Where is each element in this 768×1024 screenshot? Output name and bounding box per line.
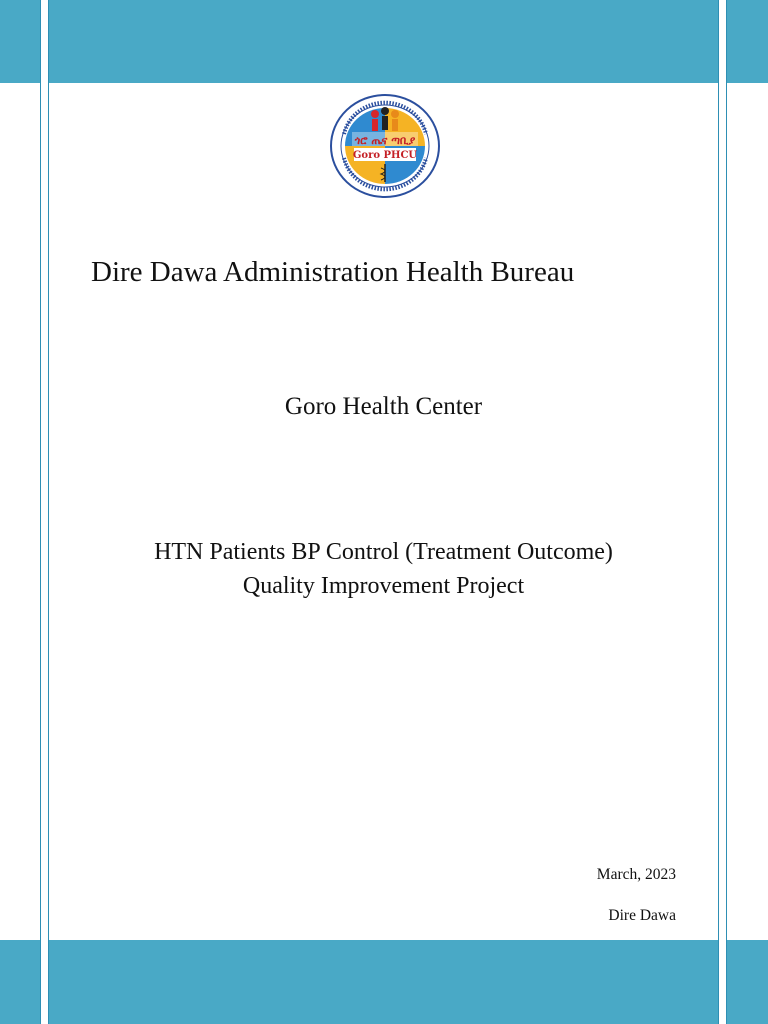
project-title-line-2: Quality Improvement Project	[242, 573, 525, 599]
project-title	[49, 535, 718, 603]
health-center-logo-icon	[330, 94, 440, 198]
bureau-title: Dire Dawa Administration Health Bureau	[91, 256, 575, 288]
health-center-title: Goro Health Center	[284, 393, 483, 420]
document-place: Dire Dawa	[608, 907, 676, 924]
next-page-bottom-band	[727, 940, 768, 1024]
project-title-line-1: HTN Patients BP Control (Treatment Outcome)	[154, 539, 613, 565]
logo-amharic-text: ጎሮ ጤና ጣቢያ	[354, 134, 416, 147]
cover-page	[48, 0, 719, 1024]
header-band	[49, 0, 718, 83]
document-date: March, 2023	[596, 866, 676, 883]
previous-page-top-band	[0, 0, 40, 83]
footer-band	[49, 940, 718, 1024]
previous-page-bottom-band	[0, 940, 40, 1024]
previous-page-strip	[0, 0, 41, 1024]
next-page-top-band	[727, 0, 768, 83]
next-page-strip	[726, 0, 768, 1024]
logo-latin-text: Goro PHCU	[352, 150, 418, 161]
